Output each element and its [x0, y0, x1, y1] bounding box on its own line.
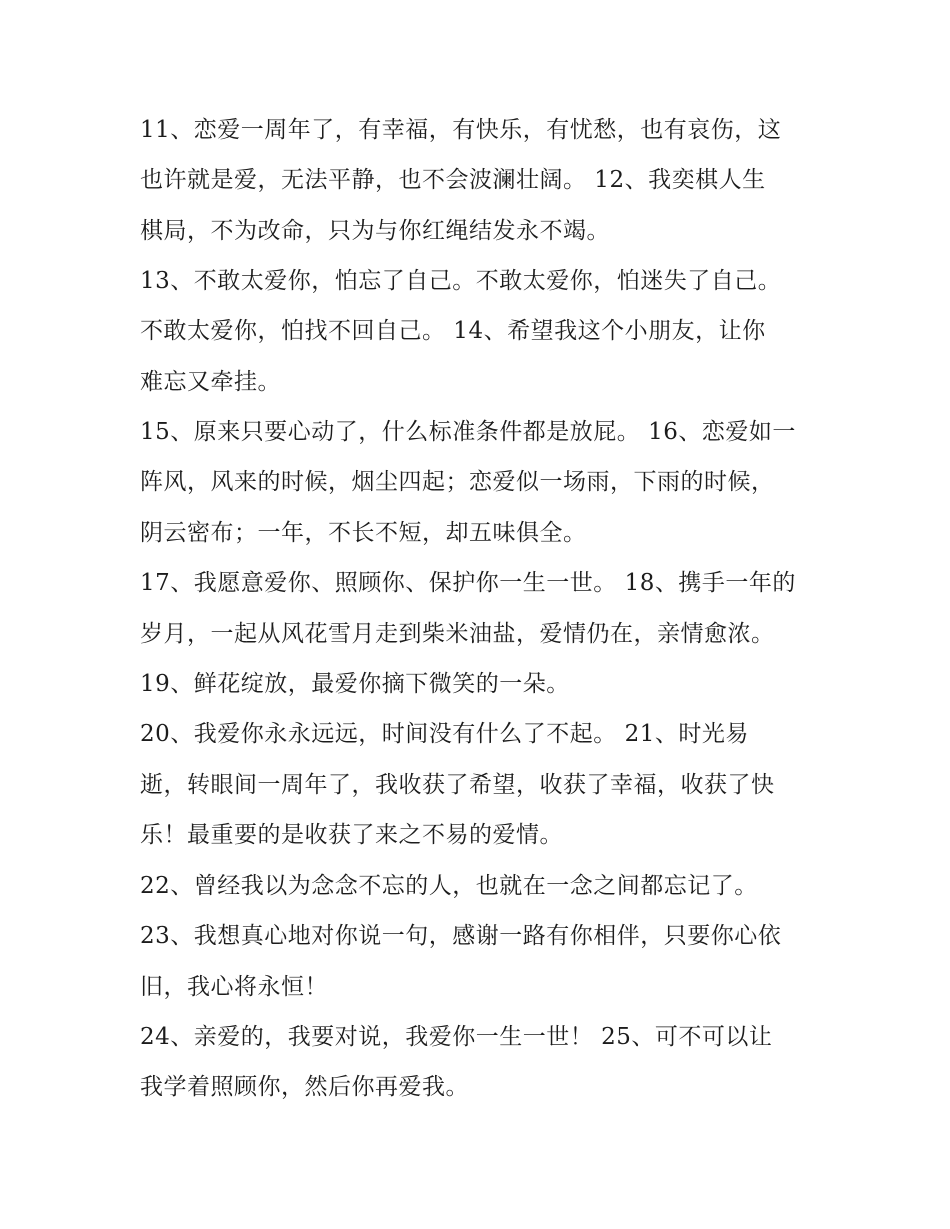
- text-line: 旧，我心将永恒！: [140, 974, 328, 1000]
- text-line: 17、我愿意爱你、照顾你、保护你一生一世。 18、携手一年的: [140, 570, 796, 596]
- text-line: 乐！最重要的是收获了来之不易的爱情。: [140, 822, 563, 848]
- text-line: 15、原来只要心动了，什么标准条件都是放屁。 16、恋爱如一: [140, 419, 796, 445]
- text-line: 棋局，不为改命，只为与你红绳结发永不竭。: [140, 218, 610, 244]
- text-line: 阴云密布；一年，不长不短，却五味俱全。: [140, 520, 587, 546]
- text-line: 19、鲜花绽放，最爱你摘下微笑的一朵。: [140, 671, 570, 697]
- text-line: 11、恋爱一周年了，有幸福，有快乐，有忧愁，也有哀伤，这: [140, 117, 782, 143]
- text-line: 24、亲爱的，我要对说，我爱你一生一世！ 25、可不可以让: [140, 1024, 773, 1050]
- text-line: 22、曾经我以为念念不忘的人，也就在一念之间都忘记了。: [140, 873, 758, 899]
- text-line: 我学着照顾你，然后你再爱我。: [140, 1074, 469, 1100]
- text-line: 逝，转眼间一周年了，我收获了希望，收获了幸福，收获了快: [140, 772, 775, 798]
- text-line: 难忘又牵挂。: [140, 369, 281, 395]
- text-line: 不敢太爱你，怕找不回自己。 14、希望我这个小朋友，让你: [140, 318, 766, 344]
- text-line: 也许就是爱，无法平静，也不会波澜壮阔。 12、我奕棋人生: [140, 167, 766, 193]
- text-line: 13、不敢太爱你，怕忘了自己。不敢太爱你，怕迷失了自己。: [140, 268, 782, 294]
- text-line: 岁月，一起从风花雪月走到柴米油盐，爱情仍在，亲情愈浓。: [140, 621, 775, 647]
- text-line: 阵风，风来的时候，烟尘四起；恋爱似一场雨，下雨的时候，: [140, 469, 775, 495]
- text-line: 23、我想真心地对你说一句，感谢一路有你相伴，只要你心依: [140, 923, 782, 949]
- text-line: 20、我爱你永永远远，时间没有什么了不起。 21、时光易: [140, 721, 749, 747]
